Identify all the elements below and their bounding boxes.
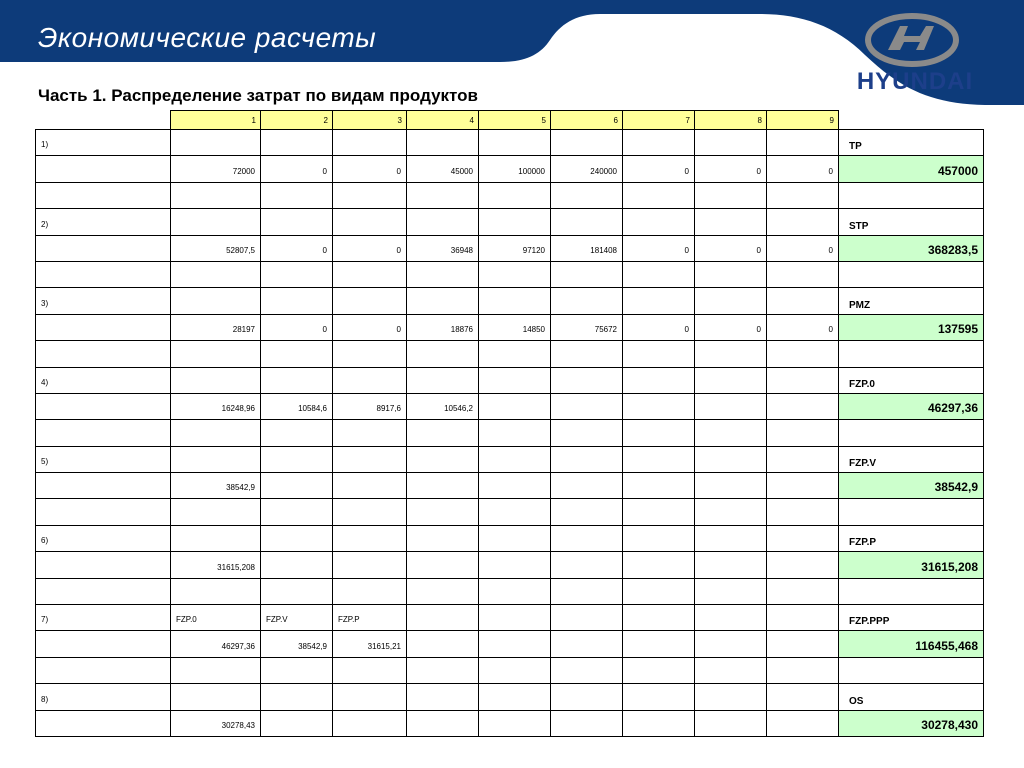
table-cell[interactable] [333,684,407,710]
table-cell[interactable] [36,631,171,657]
table-cell[interactable] [333,446,407,472]
empty-cell[interactable] [839,182,984,208]
empty-cell[interactable] [261,261,333,287]
value-cell[interactable] [551,710,623,736]
empty-cell[interactable] [407,182,479,208]
table-cell[interactable] [767,684,839,710]
empty-cell[interactable] [623,657,695,683]
table-cell[interactable] [479,605,551,631]
blank-row [36,578,984,604]
value-cell[interactable]: 100000 [479,156,551,182]
table-cell[interactable]: FZP.V [261,605,333,631]
empty-cell[interactable] [171,499,261,525]
empty-cell[interactable] [839,578,984,604]
value-cell[interactable]: 0 [623,314,695,340]
row-label[interactable]: 1) [36,130,171,156]
table-cell[interactable] [171,525,261,551]
empty-cell[interactable] [171,341,261,367]
table-cell[interactable] [407,684,479,710]
section-values-row [36,710,984,736]
table-cell[interactable] [36,393,171,419]
column-header-cell[interactable]: 9 [767,111,839,130]
table-cell[interactable] [333,130,407,156]
indicator-code[interactable]: FZP.P [839,525,984,551]
value-cell[interactable]: 38542,9 [261,631,333,657]
empty-cell[interactable] [333,261,407,287]
table-cell[interactable] [767,446,839,472]
table-cell[interactable] [333,525,407,551]
table-cell[interactable] [171,684,261,710]
table-cell[interactable] [695,130,767,156]
empty-cell[interactable] [551,578,623,604]
indicator-code[interactable]: FZP.PPP [839,605,984,631]
table-cell[interactable] [479,130,551,156]
table-cell[interactable] [333,288,407,314]
value-cell[interactable]: 0 [333,235,407,261]
table-cell[interactable] [551,209,623,235]
empty-cell[interactable] [261,420,333,446]
value-cell[interactable]: 8917,6 [333,393,407,419]
value-cell[interactable]: 31615,21 [333,631,407,657]
value-cell[interactable] [479,473,551,499]
table-cell[interactable] [551,288,623,314]
table-cell[interactable] [479,525,551,551]
row-label[interactable]: 2) [36,209,171,235]
empty-cell[interactable] [479,499,551,525]
value-cell[interactable]: 45000 [407,156,479,182]
empty-cell[interactable] [407,341,479,367]
empty-cell[interactable] [767,499,839,525]
empty-cell[interactable] [261,657,333,683]
empty-cell[interactable] [407,420,479,446]
column-header-row [170,110,839,130]
column-header-cell[interactable]: 1 [171,111,261,130]
row-label[interactable]: 5) [36,446,171,472]
value-cell[interactable]: 46297,36 [171,631,261,657]
column-header-cell[interactable]: 7 [623,111,695,130]
empty-cell[interactable] [551,657,623,683]
section-header-row [36,605,984,631]
empty-cell[interactable] [36,578,171,604]
value-cell[interactable] [407,473,479,499]
value-cell[interactable] [261,710,333,736]
value-cell[interactable] [407,710,479,736]
value-cell[interactable] [695,473,767,499]
table-cell[interactable] [767,525,839,551]
blank-row [36,657,984,683]
empty-cell[interactable] [333,420,407,446]
empty-cell[interactable] [407,499,479,525]
table-cell[interactable] [407,605,479,631]
value-cell[interactable]: 0 [623,235,695,261]
value-cell[interactable] [623,710,695,736]
empty-cell[interactable] [261,341,333,367]
table-cell[interactable] [407,130,479,156]
empty-cell[interactable] [479,420,551,446]
value-cell[interactable]: 14850 [479,314,551,340]
empty-cell[interactable] [479,182,551,208]
column-header-cell[interactable]: 4 [407,111,479,130]
value-cell[interactable] [551,473,623,499]
empty-cell[interactable] [36,657,171,683]
table-cell[interactable]: FZP.0 [171,605,261,631]
table-cell[interactable] [623,446,695,472]
empty-cell[interactable] [839,657,984,683]
total-cell[interactable]: 368283,5 [839,235,984,261]
table-cell[interactable] [479,684,551,710]
value-cell[interactable]: 10584,6 [261,393,333,419]
value-cell[interactable]: 0 [767,235,839,261]
table-cell[interactable] [623,684,695,710]
table-cell[interactable] [261,525,333,551]
empty-cell[interactable] [695,657,767,683]
value-cell[interactable] [333,710,407,736]
empty-cell[interactable] [551,261,623,287]
table-cell[interactable]: FZP.P [333,605,407,631]
empty-cell[interactable] [171,657,261,683]
blank-row [36,341,984,367]
value-cell[interactable] [767,552,839,578]
value-cell[interactable]: 0 [767,314,839,340]
empty-cell[interactable] [407,578,479,604]
empty-cell[interactable] [623,341,695,367]
empty-cell[interactable] [407,657,479,683]
table-cell[interactable] [171,130,261,156]
table-cell[interactable] [261,684,333,710]
blank-row [36,182,984,208]
table-cell[interactable] [695,446,767,472]
table-cell[interactable] [407,367,479,393]
section-header-row [36,446,984,472]
empty-cell[interactable] [623,261,695,287]
table-cell[interactable] [36,710,171,736]
value-cell[interactable] [479,631,551,657]
table-cell[interactable] [767,605,839,631]
table-cell[interactable] [171,367,261,393]
value-cell[interactable] [479,393,551,419]
value-cell[interactable] [767,393,839,419]
empty-cell[interactable] [623,182,695,208]
value-cell[interactable]: 16248,96 [171,393,261,419]
value-cell[interactable] [623,631,695,657]
value-cell[interactable] [479,552,551,578]
empty-cell[interactable] [767,657,839,683]
section-header-row [36,288,984,314]
empty-cell[interactable] [767,578,839,604]
value-cell[interactable]: 0 [623,156,695,182]
value-cell[interactable]: 52807,5 [171,235,261,261]
total-cell[interactable]: 137595 [839,314,984,340]
empty-cell[interactable] [551,182,623,208]
value-cell[interactable]: 0 [333,314,407,340]
table-cell[interactable] [261,446,333,472]
empty-cell[interactable] [623,578,695,604]
table-cell[interactable] [695,525,767,551]
row-label[interactable]: 6) [36,525,171,551]
empty-cell[interactable] [36,182,171,208]
empty-cell[interactable] [261,499,333,525]
empty-cell[interactable] [695,182,767,208]
empty-cell[interactable] [333,182,407,208]
value-cell[interactable] [695,552,767,578]
empty-cell[interactable] [36,499,171,525]
empty-cell[interactable] [261,578,333,604]
table-cell[interactable] [695,684,767,710]
row-label[interactable]: 8) [36,684,171,710]
table-cell[interactable] [407,446,479,472]
column-header-cell[interactable]: 3 [333,111,407,130]
blank-row [36,499,984,525]
table-cell[interactable] [171,209,261,235]
blank-row [36,261,984,287]
column-header-cell[interactable]: 8 [695,111,767,130]
value-cell[interactable] [261,552,333,578]
table-cell[interactable] [36,235,171,261]
table-cell[interactable] [171,446,261,472]
value-cell[interactable] [333,473,407,499]
empty-cell[interactable] [479,261,551,287]
empty-cell[interactable] [839,499,984,525]
value-cell[interactable] [551,393,623,419]
empty-cell[interactable] [479,578,551,604]
empty-cell[interactable] [171,182,261,208]
total-cell[interactable]: 116455,468 [839,631,984,657]
logo-wordmark: HYUNDAI [856,68,974,95]
value-cell[interactable]: 31615,208 [171,552,261,578]
value-cell[interactable]: 181408 [551,235,623,261]
value-cell[interactable]: 0 [333,156,407,182]
table-cell[interactable] [695,605,767,631]
row-label[interactable]: 4) [36,367,171,393]
empty-cell[interactable] [695,420,767,446]
value-cell[interactable] [623,552,695,578]
table-cell[interactable] [695,209,767,235]
empty-cell[interactable] [479,341,551,367]
table-cell[interactable] [623,525,695,551]
empty-cell[interactable] [333,341,407,367]
table-cell[interactable] [36,473,171,499]
blank-row [36,420,984,446]
table-cell[interactable] [171,288,261,314]
section-header-row [36,367,984,393]
value-cell[interactable] [479,710,551,736]
indicator-code[interactable]: TP [839,130,984,156]
value-cell[interactable]: 97120 [479,235,551,261]
table-cell[interactable] [695,367,767,393]
empty-cell[interactable] [171,578,261,604]
table-cell[interactable] [333,209,407,235]
indicator-code[interactable]: OS [839,684,984,710]
indicator-code[interactable]: FZP.V [839,446,984,472]
value-cell[interactable] [623,393,695,419]
page-title: Экономические расчеты [38,22,377,53]
empty-cell[interactable] [839,420,984,446]
table-cell[interactable] [551,367,623,393]
section-header-row [36,525,984,551]
indicator-code[interactable]: STP [839,209,984,235]
column-header-cell[interactable]: 2 [261,111,333,130]
empty-cell[interactable] [171,261,261,287]
table-cell[interactable] [479,367,551,393]
table-cell[interactable] [623,209,695,235]
value-cell[interactable]: 72000 [171,156,261,182]
table-cell[interactable] [261,130,333,156]
empty-cell[interactable] [767,182,839,208]
table-cell[interactable] [695,288,767,314]
value-cell[interactable] [551,552,623,578]
total-cell[interactable]: 457000 [839,156,984,182]
value-cell[interactable] [695,710,767,736]
value-cell[interactable]: 0 [767,156,839,182]
empty-cell[interactable] [36,341,171,367]
value-cell[interactable] [407,552,479,578]
empty-cell[interactable] [551,499,623,525]
empty-cell[interactable] [36,420,171,446]
indicator-code[interactable]: FZP.0 [839,367,984,393]
table-cell[interactable] [479,209,551,235]
value-cell[interactable]: 0 [261,156,333,182]
value-cell[interactable]: 0 [261,314,333,340]
table-cell[interactable] [551,684,623,710]
table-cell[interactable] [767,130,839,156]
value-cell[interactable]: 38542,9 [171,473,261,499]
row-label[interactable]: 7) [36,605,171,631]
table-cell[interactable] [623,367,695,393]
total-cell[interactable]: 31615,208 [839,552,984,578]
table-cell[interactable] [623,288,695,314]
value-cell[interactable]: 30278,43 [171,710,261,736]
table-cell[interactable] [551,130,623,156]
table-cell[interactable] [36,552,171,578]
table-cell[interactable] [551,525,623,551]
empty-cell[interactable] [479,657,551,683]
value-cell[interactable] [767,473,839,499]
section-subtitle: Часть 1. Распределение затрат по видам продуктов [38,86,478,105]
section-values-row [36,393,984,419]
row-label[interactable]: 3) [36,288,171,314]
value-cell[interactable]: 36948 [407,235,479,261]
empty-cell[interactable] [767,420,839,446]
table-cell[interactable] [479,288,551,314]
column-header-cell[interactable]: 5 [479,111,551,130]
value-cell[interactable] [695,631,767,657]
table-cell[interactable] [36,156,171,182]
value-cell[interactable] [767,631,839,657]
empty-cell[interactable] [551,341,623,367]
section-values-row [36,314,984,340]
table-cell[interactable] [261,209,333,235]
table-cell[interactable] [767,288,839,314]
empty-cell[interactable] [261,182,333,208]
total-cell[interactable]: 30278,430 [839,710,984,736]
empty-cell[interactable] [551,420,623,446]
empty-cell[interactable] [171,420,261,446]
section-header-row [36,130,984,156]
empty-cell[interactable] [36,261,171,287]
empty-cell[interactable] [695,341,767,367]
value-cell[interactable] [695,393,767,419]
empty-cell[interactable] [333,657,407,683]
empty-cell[interactable] [695,499,767,525]
value-cell[interactable] [261,473,333,499]
value-cell[interactable]: 75672 [551,314,623,340]
empty-cell[interactable] [839,341,984,367]
empty-cell[interactable] [333,499,407,525]
value-cell[interactable] [623,473,695,499]
table-cell[interactable] [407,288,479,314]
value-cell[interactable]: 18876 [407,314,479,340]
total-cell[interactable]: 38542,9 [839,473,984,499]
table-cell[interactable] [333,367,407,393]
value-cell[interactable]: 0 [695,156,767,182]
empty-cell[interactable] [623,420,695,446]
total-cell[interactable]: 46297,36 [839,393,984,419]
value-cell[interactable]: 28197 [171,314,261,340]
table-cell[interactable] [407,525,479,551]
table-cell[interactable] [623,130,695,156]
empty-cell[interactable] [839,261,984,287]
section-values-row [36,156,984,182]
empty-cell[interactable] [695,261,767,287]
section-values-row [36,631,984,657]
value-cell[interactable] [551,631,623,657]
section-values-row [36,473,984,499]
table-cell[interactable] [407,209,479,235]
value-cell[interactable]: 240000 [551,156,623,182]
value-cell[interactable]: 0 [695,235,767,261]
empty-cell[interactable] [333,578,407,604]
value-cell[interactable] [333,552,407,578]
table-cell[interactable] [551,446,623,472]
column-header-cell[interactable]: 6 [551,111,623,130]
table-cell[interactable] [261,367,333,393]
section-header-row [36,684,984,710]
value-cell[interactable]: 0 [695,314,767,340]
empty-cell[interactable] [407,261,479,287]
section-header-row [36,209,984,235]
section-values-row [36,552,984,578]
empty-cell[interactable] [623,499,695,525]
section-values-row [36,235,984,261]
table-cell[interactable] [623,605,695,631]
table-cell[interactable] [36,314,171,340]
indicator-code[interactable]: PMZ [839,288,984,314]
value-cell[interactable]: 0 [261,235,333,261]
table-cell[interactable] [551,605,623,631]
cost-table [35,129,984,737]
table-cell[interactable] [767,209,839,235]
empty-cell[interactable] [695,578,767,604]
empty-cell[interactable] [767,261,839,287]
empty-cell[interactable] [767,341,839,367]
table-cell[interactable] [261,288,333,314]
table-cell[interactable] [479,446,551,472]
table-cell[interactable] [767,367,839,393]
value-cell[interactable] [767,710,839,736]
value-cell[interactable]: 10546,2 [407,393,479,419]
value-cell[interactable] [407,631,479,657]
